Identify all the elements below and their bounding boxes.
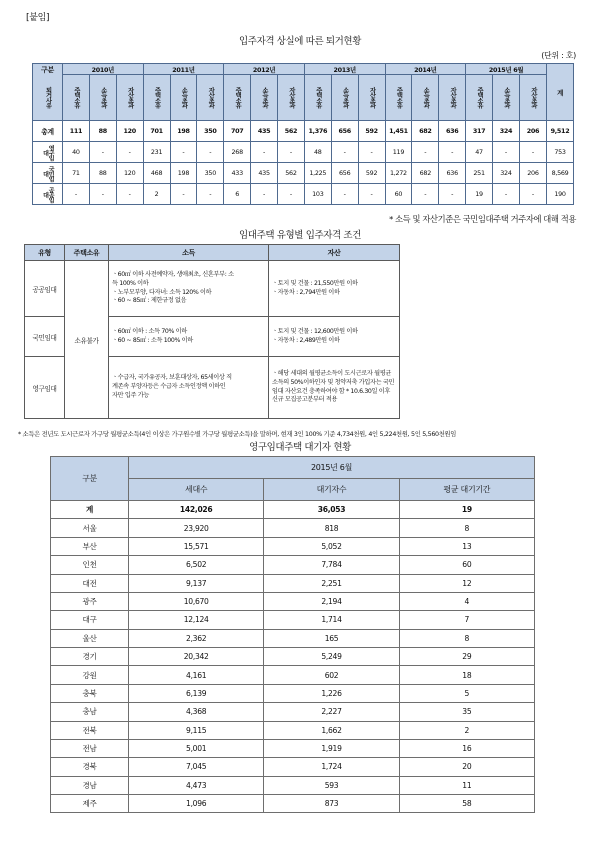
table1-cell-3-1: - — [89, 184, 116, 205]
table1-row-label-text: 국민임대 — [41, 165, 55, 181]
table1-subheader-label: 소득초과 — [261, 87, 268, 108]
table1-cell-0-6: 707 — [224, 121, 251, 142]
table1-cell-3-13: - — [412, 184, 439, 205]
table2-header-type: 유형 — [25, 245, 65, 261]
table-row — [33, 121, 574, 142]
table1-row-total-1: 753 — [547, 142, 574, 163]
table3-region-15: 경남 — [51, 776, 129, 794]
table2-container — [10, 244, 590, 419]
table2-income-line: ㆍ60㎡ 이하 : 소득 70% 이하 — [112, 327, 187, 335]
table1-cell-1-2: - — [116, 142, 143, 163]
table2-asset-line: ㆍ토지 및 건물 : 21,550만원 이하 — [272, 279, 358, 287]
table1-cell-1-7: - — [251, 142, 278, 163]
qualification-conditions-table — [24, 244, 400, 419]
table3-avg-4: 12 — [399, 574, 534, 592]
table3-waiting-1: 818 — [264, 519, 399, 537]
table1-cell-3-16: - — [493, 184, 520, 205]
table-row — [51, 501, 535, 519]
table1-cell-2-17: 206 — [519, 163, 546, 184]
table1-cell-3-8: - — [278, 184, 305, 205]
table1-subheader-2-2 — [278, 75, 305, 121]
table3-households-13: 5,001 — [129, 739, 264, 757]
table2-head — [25, 245, 400, 261]
table1-subheader-label: 자산초과 — [368, 87, 376, 108]
table2-ownership-merged: 소유불가 — [65, 261, 109, 419]
table1-subheader-label: 소득초과 — [502, 87, 510, 108]
table3-avg-2: 13 — [399, 537, 534, 555]
table1-header-row-years — [33, 64, 574, 75]
table1-subheader-label: 자산초과 — [207, 87, 215, 108]
table3-waiting-0: 36,053 — [264, 501, 399, 519]
table3-households-12: 9,115 — [129, 721, 264, 739]
table-row — [51, 684, 535, 702]
table1-corner-header — [33, 64, 63, 121]
table1-subheader-5-2 — [519, 75, 546, 121]
table-row — [51, 611, 535, 629]
table-row — [33, 163, 574, 184]
table3-region-13: 전남 — [51, 739, 129, 757]
table3-households-16: 1,096 — [129, 795, 264, 813]
table1-subheader-3-1 — [331, 75, 358, 121]
table1-subheader-4-1 — [412, 75, 439, 121]
table1-cell-2-0: 71 — [63, 163, 90, 184]
table1-subheader-label: 소득초과 — [341, 87, 349, 108]
table-row — [51, 574, 535, 592]
table1-cell-2-4: 198 — [170, 163, 197, 184]
table3-region-12: 전북 — [51, 721, 129, 739]
table3-waiting-3: 7,784 — [264, 556, 399, 574]
table-row — [51, 648, 535, 666]
table1-cell-1-12: 119 — [385, 142, 412, 163]
table2-income-line: 자만 입주 가능 — [112, 391, 149, 399]
table1-cell-3-6: 6 — [224, 184, 251, 205]
table3-body — [51, 501, 535, 813]
table1-cell-0-16: 324 — [493, 121, 520, 142]
table3-avg-7: 8 — [399, 629, 534, 647]
table1-cell-0-12: 1,451 — [385, 121, 412, 142]
table3-header-period: 2015년 6월 — [129, 457, 535, 479]
table1-year-group-3: 2013년 — [304, 64, 385, 75]
table1-subheader-1-0 — [143, 75, 170, 121]
table2-title: 임대주택 유형별 입주자격 조건 — [239, 230, 361, 241]
table3-waiting-11: 2,227 — [264, 703, 399, 721]
table1-year-group-0: 2010년 — [63, 64, 144, 75]
table1-subheader-4-0 — [385, 75, 412, 121]
table1-unit-note: (단위 : 호) — [541, 51, 576, 60]
table-row — [51, 703, 535, 721]
table3-households-6: 12,124 — [129, 611, 264, 629]
table1-cell-1-0: 40 — [63, 142, 90, 163]
table3-avg-0: 19 — [399, 501, 534, 519]
table1-cell-3-17: - — [519, 184, 546, 205]
table3-waiting-9: 602 — [264, 666, 399, 684]
table3-header-households: 세대수 — [129, 479, 264, 501]
table1-cell-1-16: - — [493, 142, 520, 163]
table3-waiting-14: 1,724 — [264, 758, 399, 776]
table1-subheader-label: 주택소유 — [153, 87, 161, 108]
table1-cell-0-5: 350 — [197, 121, 224, 142]
table3-households-2: 15,571 — [129, 537, 264, 555]
table3-header-row-period — [51, 457, 535, 479]
table-row — [51, 666, 535, 684]
table1-subheader-4-2 — [439, 75, 466, 121]
table1-subheader-1-1 — [170, 75, 197, 121]
table3-avg-5: 4 — [399, 592, 534, 610]
table3-waiting-13: 1,919 — [264, 739, 399, 757]
table1-subheader-0-0 — [63, 75, 90, 121]
table1-cell-1-5: - — [197, 142, 224, 163]
table1-subheader-3-0 — [304, 75, 331, 121]
table2-type-0: 공공임대 — [25, 261, 65, 317]
table3-header-gubun: 구분 — [51, 457, 129, 501]
table1-cell-1-15: 47 — [466, 142, 493, 163]
table3-waiting-2: 5,052 — [264, 537, 399, 555]
table3-households-8: 20,342 — [129, 648, 264, 666]
note-income-definition: * 소득은 전년도 도시근로자 가구당 월평균소득(4인 이상은 가구원수별 가구당 월평균소득)을 말하며, 현재 3인 100% 기준 4,734천원, 4인 5,224천원, 5인 5,560천원임 — [18, 431, 457, 438]
table1-year-group-2: 2012년 — [224, 64, 305, 75]
table3-households-5: 10,670 — [129, 592, 264, 610]
table1-cell-0-3: 701 — [143, 121, 170, 142]
table1-row-label-text: 공공임대 — [41, 186, 55, 202]
table1-row-label-2 — [33, 163, 63, 184]
table3-title: 영구임대주택 대기자 현황 — [249, 442, 351, 453]
table1-cell-3-15: 19 — [466, 184, 493, 205]
table2-asset-line: 신규 모집공고분부터 적용 — [272, 396, 338, 404]
table3-region-10: 충북 — [51, 684, 129, 702]
table3-households-4: 9,137 — [129, 574, 264, 592]
table2-income-1 — [109, 317, 269, 357]
table1-cell-2-9: 1,225 — [304, 163, 331, 184]
table3-waiting-5: 2,194 — [264, 592, 399, 610]
table3-avg-9: 18 — [399, 666, 534, 684]
table1-subheader-0-2 — [116, 75, 143, 121]
table1-cell-1-11: - — [358, 142, 385, 163]
table1-subheader-0-1 — [89, 75, 116, 121]
table2-asset-line: ㆍ자동차 : 2,794만원 이하 — [272, 288, 340, 296]
table3-waiting-8: 5,249 — [264, 648, 399, 666]
table1-cell-0-15: 317 — [466, 121, 493, 142]
table1-subheader-2-1 — [251, 75, 278, 121]
table1-cell-3-9: 103 — [304, 184, 331, 205]
table3-header-avg: 평균 대기기간 — [399, 479, 534, 501]
table3-households-15: 4,473 — [129, 776, 264, 794]
table1-cell-0-0: 111 — [63, 121, 90, 142]
table1-subheader-label: 자산초과 — [449, 87, 457, 108]
table1-row-total-0: 9,512 — [547, 121, 574, 142]
table-row — [51, 537, 535, 555]
table1-row-label-1 — [33, 142, 63, 163]
table1-row-label-3 — [33, 184, 63, 205]
table1-row-total-3: 190 — [547, 184, 574, 205]
table3-avg-8: 29 — [399, 648, 534, 666]
table1-cell-3-5: - — [197, 184, 224, 205]
table3-waiting-15: 593 — [264, 776, 399, 794]
table1-subheader-label: 주택소유 — [476, 87, 483, 108]
table1-year-group-1: 2011년 — [143, 64, 224, 75]
table3-container — [10, 456, 590, 813]
table3-avg-15: 11 — [399, 776, 534, 794]
table3-region-16: 제주 — [51, 795, 129, 813]
table2-asset-0 — [269, 261, 400, 317]
table-row — [25, 261, 400, 317]
table1-subheader-label: 주택소유 — [314, 87, 322, 108]
table1-cell-1-1: - — [89, 142, 116, 163]
table1-subheader-2-0 — [224, 75, 251, 121]
table3-waiting-4: 2,251 — [264, 574, 399, 592]
table1-cell-2-1: 88 — [89, 163, 116, 184]
table1-cell-2-5: 350 — [197, 163, 224, 184]
table3-region-4: 대전 — [51, 574, 129, 592]
table1-cell-0-1: 88 — [89, 121, 116, 142]
table-row — [33, 142, 574, 163]
table3-households-3: 6,502 — [129, 556, 264, 574]
table1-cell-3-10: - — [331, 184, 358, 205]
table-row — [51, 556, 535, 574]
table2-asset-line: ㆍ해당 세대의 월평균소득이 도시근로자 월평균 — [272, 369, 392, 377]
table2-income-line: ㆍ수급자, 국가유공자, 보훈대상자, 65세이상 직 — [112, 374, 232, 382]
table3-waiting-12: 1,662 — [264, 721, 399, 739]
table3-avg-12: 2 — [399, 721, 534, 739]
table1-cell-0-14: 636 — [439, 121, 466, 142]
table3-avg-10: 5 — [399, 684, 534, 702]
table1-subheader-1-2 — [197, 75, 224, 121]
table3-waiting-6: 1,714 — [264, 611, 399, 629]
table1-cell-2-16: 324 — [493, 163, 520, 184]
table1-cell-2-7: 435 — [251, 163, 278, 184]
table2-asset-1 — [269, 317, 400, 357]
table3-waiting-16: 873 — [264, 795, 399, 813]
table2-body — [25, 261, 400, 419]
table3-households-7: 2,362 — [129, 629, 264, 647]
table1-cell-3-11: - — [358, 184, 385, 205]
table2-income-line: ㆍ60 ~ 85㎡ : 제한규정 없음 — [112, 297, 187, 305]
table2-header-ownership: 주택소유 — [65, 245, 109, 261]
table1-subheader-5-1 — [493, 75, 520, 121]
table1-cell-0-9: 1,376 — [304, 121, 331, 142]
table-row — [51, 795, 535, 813]
table2-asset-line: 소득의 50%이하인자 및 청약저축 가입자는 국민 — [272, 378, 395, 386]
table3-households-0: 142,026 — [129, 501, 264, 519]
table1-cell-2-8: 562 — [278, 163, 305, 184]
note-income-asset: * 소득 및 자산기준은 국민임대주택 거주자에 대해 적용 — [389, 214, 576, 224]
table-row — [51, 592, 535, 610]
table1-cell-0-13: 682 — [412, 121, 439, 142]
table1-subheader-label: 소득초과 — [180, 87, 188, 108]
table3-households-10: 6,139 — [129, 684, 264, 702]
table2-income-line: 계존속 부양자등은 수급자 소득인정액 이하인 — [112, 383, 226, 390]
table1-subheader-label: 주택소유 — [72, 87, 80, 108]
table1-cell-3-12: 60 — [385, 184, 412, 205]
table2-type-1: 국민임대 — [25, 317, 65, 357]
table3-households-14: 7,045 — [129, 758, 264, 776]
table3-region-9: 강원 — [51, 666, 129, 684]
table2-asset-line: 임대 자산요건 충족하여야 함 * 10.6.30일 이후 — [272, 387, 391, 395]
table3-avg-6: 7 — [399, 611, 534, 629]
table1-cell-1-10: - — [331, 142, 358, 163]
table1-cell-3-0: - — [63, 184, 90, 205]
eviction-status-table — [32, 63, 574, 205]
table3-region-14: 경북 — [51, 758, 129, 776]
table1-subheader-3-2 — [358, 75, 385, 121]
table3-avg-11: 35 — [399, 703, 534, 721]
table1-head — [33, 64, 574, 121]
table1-cell-2-15: 251 — [466, 163, 493, 184]
table-row — [51, 776, 535, 794]
table2-income-line: 득 100% 이하 — [112, 279, 149, 287]
table1-cell-2-12: 1,272 — [385, 163, 412, 184]
table3-avg-3: 60 — [399, 556, 534, 574]
table-row — [51, 629, 535, 647]
table1-cell-3-3: 2 — [143, 184, 170, 205]
table2-header-asset: 자산 — [269, 245, 400, 261]
table1-cell-1-14: - — [439, 142, 466, 163]
table2-asset-2 — [269, 357, 400, 419]
permanent-rental-waiting-table — [50, 456, 535, 813]
table1-cell-2-10: 656 — [331, 163, 358, 184]
table1-cell-3-4: - — [170, 184, 197, 205]
table3-region-11: 충남 — [51, 703, 129, 721]
table1-subheader-label: 자산초과 — [529, 87, 537, 108]
table1-cell-3-7: - — [251, 184, 278, 205]
table1-cell-1-13: - — [412, 142, 439, 163]
table1-header-row-subs — [33, 75, 574, 121]
table1-row-label-text: 영구임대 — [41, 144, 55, 160]
table2-asset-line: ㆍ자동차 : 2,489만원 이하 — [272, 336, 340, 344]
table1-row-label-0: 총계 — [33, 121, 63, 142]
table1-cell-2-14: 636 — [439, 163, 466, 184]
table1-cell-0-8: 562 — [278, 121, 305, 142]
table2-header-row — [25, 245, 400, 261]
table1-year-group-4: 2014년 — [385, 64, 466, 75]
table1-container — [10, 63, 590, 205]
table2-type-2: 영구임대 — [25, 357, 65, 419]
table1-subheader-label: 소득초과 — [99, 87, 107, 108]
table3-households-11: 4,368 — [129, 703, 264, 721]
attachment-tag: [붙임] — [26, 13, 50, 23]
table1-title: 입주자격 상실에 따른 퇴거현황 — [239, 36, 361, 47]
table3-avg-1: 8 — [399, 519, 534, 537]
table3-header-waiting: 대기자수 — [264, 479, 399, 501]
table1-cell-1-9: 48 — [304, 142, 331, 163]
table-row — [51, 721, 535, 739]
table-row — [33, 184, 574, 205]
table1-cell-1-6: 268 — [224, 142, 251, 163]
table-row — [51, 739, 535, 757]
table1-cell-0-7: 435 — [251, 121, 278, 142]
table2-income-line: ㆍ60 ~ 85㎡ : 소득 100% 이하 — [112, 336, 193, 344]
table3-waiting-10: 1,226 — [264, 684, 399, 702]
table2-income-0 — [109, 261, 269, 317]
table1-cell-0-4: 198 — [170, 121, 197, 142]
table1-cell-0-2: 120 — [116, 121, 143, 142]
table3-head — [51, 457, 535, 501]
table3-region-8: 경기 — [51, 648, 129, 666]
table2-header-income: 소득 — [109, 245, 269, 261]
table1-row-total-2: 8,569 — [547, 163, 574, 184]
table3-region-3: 인천 — [51, 556, 129, 574]
table1-year-group-5: 2015년 6월 — [466, 64, 547, 75]
table1-body — [33, 121, 574, 205]
table1-cell-2-11: 592 — [358, 163, 385, 184]
table3-waiting-7: 165 — [264, 629, 399, 647]
table3-households-1: 23,920 — [129, 519, 264, 537]
table3-avg-16: 58 — [399, 795, 534, 813]
table1-cell-3-14: - — [439, 184, 466, 205]
table3-avg-14: 20 — [399, 758, 534, 776]
table3-region-6: 대구 — [51, 611, 129, 629]
table2-income-line: ㆍ60㎡ 이하 사전예약자, 생애최초, 신혼부부: 소 — [112, 270, 234, 278]
table3-region-1: 서울 — [51, 519, 129, 537]
table1-subheader-label: 주택소유 — [395, 87, 403, 108]
table1-cell-2-3: 468 — [143, 163, 170, 184]
table2-asset-line: ㆍ토지 및 건물 : 12,600만원 이하 — [272, 327, 358, 335]
table2-income-2 — [109, 357, 269, 419]
table3-households-9: 4,161 — [129, 666, 264, 684]
table1-cell-2-2: 120 — [116, 163, 143, 184]
table-row — [51, 758, 535, 776]
table-row — [51, 519, 535, 537]
table1-cell-1-3: 231 — [143, 142, 170, 163]
table1-subheader-label: 소득초과 — [422, 87, 430, 108]
table1-total-header: 계 — [547, 64, 574, 121]
table1-cell-1-8: - — [278, 142, 305, 163]
table1-cell-2-13: 682 — [412, 163, 439, 184]
table1-subheader-label: 자산초과 — [287, 87, 295, 108]
table3-region-2: 부산 — [51, 537, 129, 555]
table1-subheader-label: 자산초과 — [126, 87, 134, 108]
table1-corner-top: 구분 — [41, 66, 54, 74]
table2-income-line: ㆍ노부모부양, 다자녀: 소득 120% 이하 — [112, 288, 212, 296]
table1-cell-0-17: 206 — [519, 121, 546, 142]
table3-region-7: 울산 — [51, 629, 129, 647]
table1-cell-0-10: 656 — [331, 121, 358, 142]
table1-cell-2-6: 433 — [224, 163, 251, 184]
table3-avg-13: 16 — [399, 739, 534, 757]
table3-region-5: 광주 — [51, 592, 129, 610]
table1-corner-bottom: 퇴거사유 — [44, 86, 52, 108]
table1-cell-1-17: - — [519, 142, 546, 163]
table1-cell-3-2: - — [116, 184, 143, 205]
table1-subheader-label: 주택소유 — [234, 87, 242, 108]
table3-region-0: 계 — [51, 501, 129, 519]
table1-cell-1-4: - — [170, 142, 197, 163]
table1-subheader-5-0 — [466, 75, 493, 121]
table1-cell-0-11: 592 — [358, 121, 385, 142]
